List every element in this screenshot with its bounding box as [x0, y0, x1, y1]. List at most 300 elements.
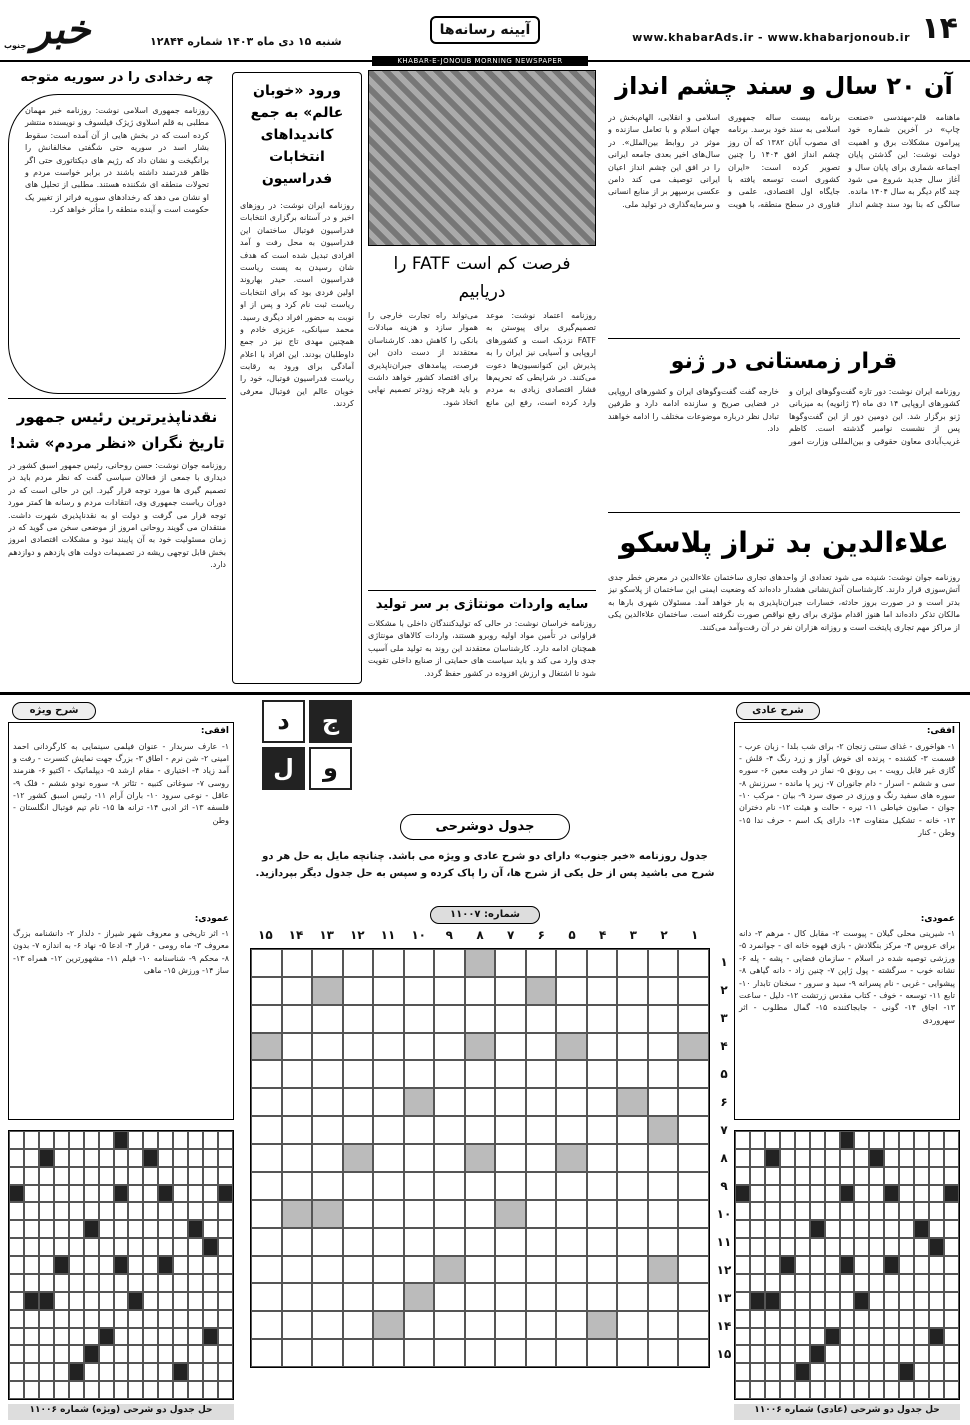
crossword-cell[interactable]: [251, 1228, 282, 1256]
crossword-cell[interactable]: [434, 949, 465, 977]
crossword-cell: [914, 1328, 929, 1346]
crossword-cell[interactable]: [312, 1339, 343, 1367]
crossword-cell[interactable]: [404, 1060, 435, 1088]
crossword-cell[interactable]: [495, 1172, 526, 1200]
crossword-cell: [69, 1292, 84, 1310]
crossword-cell[interactable]: [251, 977, 282, 1005]
fatf-headline: فرصت کم است FATF را دریابیم: [393, 254, 571, 302]
crossword-cell: [128, 1185, 143, 1203]
crossword-cell[interactable]: [617, 1339, 648, 1367]
crossword-cell: [854, 1202, 869, 1220]
crossword-cell[interactable]: [556, 1005, 587, 1033]
main-body: ماهنامه قلم-مهندسی «صنعت چاپ» در آخرین شماره خود پیرامون مشکلات برق و اهمیت دولت نوشت: این گذشتن پایان اجماعه شماری برای پایان سال و آغاز سال جدید شروع می شود چند گام دیگر به سال ۱۴۰۴ مانده. سالگی که بنا بود سند چشم انداز برنامه بیست ساله جمهوری اسلامی به سند خود برسد. برنامه ای مصوب آبان ۱۳۸۲ که آن روز چشم انداز افق ۱۴۰۴ را چنین تصویر کرده است: «ایران کشوری است توسعه یافته با جایگاه اول اقتصادی، علمی و فناوری در سطح منطقه، با هویت اسلامی و انقلابی، الهام‌بخش در جهان اسلام و با تعامل سازنده و موثر در روابط بین‌الملل». در سال‌های اخیر بعدی جامعه ایرانی را در افق این چشم انداز اعیان ایرانی توصیف می کند دامن عکسی برسپهر بر از منابع انسانی و سرمایه‌گذاری در تولید ملی.: [608, 113, 960, 209]
crossword-cell[interactable]: [312, 1088, 343, 1116]
crossword-cell[interactable]: [495, 1060, 526, 1088]
crossword-cell[interactable]: [617, 1228, 648, 1256]
crossword-cell[interactable]: [587, 1116, 618, 1144]
crossword-cell: [780, 1345, 795, 1363]
crossword-cell[interactable]: [678, 1144, 709, 1172]
crossword-cell: [944, 1202, 959, 1220]
crossword-cell: [780, 1202, 795, 1220]
crossword-cell[interactable]: [373, 949, 404, 977]
crossword-cell[interactable]: [587, 977, 618, 1005]
crossword-cell: [24, 1185, 39, 1203]
crossword-cell: [24, 1256, 39, 1274]
crossword-cell[interactable]: [587, 1172, 618, 1200]
crossword-cell[interactable]: [404, 1228, 435, 1256]
crossword-cell: [899, 1345, 914, 1363]
crossword-cell[interactable]: [465, 1283, 496, 1311]
crossword-cell[interactable]: [404, 1033, 435, 1061]
aladdin-body: روزنامه جوان نوشت: شنیده می شود تعدادی از واحدهای تجاری ساختمان علاءالدین در معرض خطر جدی آتش‌سوزی قرار دارند. کارشناسان آتش‌نشانی هشدار داده‌اند که وضعیت ایمنی این ساختمان از پلاسکو نیز بدتر است و در صورت بروز حادثه، خسارات جبران‌ناپذیری به بار خواهد آمد. مسئولان شهری بارها به مالکان تذکر داده‌اند اما هنوز اقدام مؤثری برای رفع نواقص صورت نگرفته است. ساختمان علاءالدین یکی از مراکز مهم تجاری پایتخت است و روزانه هزاران نفر در آن رفت‌وآمد می‌کنند.: [608, 573, 960, 632]
crossword-cell[interactable]: [678, 977, 709, 1005]
crossword-cell[interactable]: [587, 1339, 618, 1367]
crossword-cell[interactable]: [282, 949, 313, 977]
crossword-cell[interactable]: [648, 1200, 679, 1228]
crossword-cell: [810, 1149, 825, 1167]
crossword-cell[interactable]: [495, 1228, 526, 1256]
crossword-cell: [69, 1345, 84, 1363]
crossword-cell[interactable]: [556, 1228, 587, 1256]
crossword-cell[interactable]: [312, 1256, 343, 1284]
crossword-cell[interactable]: [251, 1116, 282, 1144]
crossword-cell[interactable]: [617, 1144, 648, 1172]
crossword-cell[interactable]: [465, 1311, 496, 1339]
crossword-cell[interactable]: [617, 1172, 648, 1200]
crossword-cell[interactable]: [404, 1200, 435, 1228]
crossword-cell[interactable]: [678, 1088, 709, 1116]
crossword-cell[interactable]: [282, 1228, 313, 1256]
crossword-cell[interactable]: [434, 1311, 465, 1339]
crossword-cell[interactable]: [526, 1200, 557, 1228]
crossword-cell[interactable]: [617, 1311, 648, 1339]
crossword-cell: [825, 1131, 840, 1149]
crossword-cell[interactable]: [251, 1200, 282, 1228]
crossword-cell[interactable]: [556, 1172, 587, 1200]
crossword-cell[interactable]: [556, 1311, 587, 1339]
crossword-cell: [9, 1149, 24, 1167]
crossword-cell[interactable]: [495, 1005, 526, 1033]
crossword-cell[interactable]: [648, 977, 679, 1005]
crossword-cell[interactable]: [251, 1088, 282, 1116]
crossword-cell: [780, 1292, 795, 1310]
crossword-cell: [914, 1238, 929, 1256]
crossword-cell[interactable]: [404, 1144, 435, 1172]
crossword-cell: [69, 1310, 84, 1328]
crossword-cell[interactable]: [343, 1283, 374, 1311]
crossword-cell[interactable]: [617, 1033, 648, 1061]
crossword-cell[interactable]: [526, 1311, 557, 1339]
crossword-block: [495, 1200, 526, 1228]
row-number: ۷: [720, 1123, 728, 1137]
crossword-block: [465, 1144, 496, 1172]
crossword-cell[interactable]: [678, 1256, 709, 1284]
row-number: ۵: [720, 1067, 728, 1081]
crossword-cell[interactable]: [526, 1116, 557, 1144]
crossword-cell[interactable]: [526, 1005, 557, 1033]
crossword-cell[interactable]: [343, 1256, 374, 1284]
crossword-cell[interactable]: [678, 1200, 709, 1228]
crossword-cell: [884, 1167, 899, 1185]
crossword-cell[interactable]: [251, 1172, 282, 1200]
crossword-cell[interactable]: [495, 1116, 526, 1144]
crossword-cell[interactable]: [678, 1005, 709, 1033]
crossword-cell: [780, 1363, 795, 1381]
crossword-cell: [795, 1149, 810, 1167]
crossword-block: [944, 1185, 959, 1203]
crossword-cell[interactable]: [648, 1060, 679, 1088]
crossword-cell: [218, 1202, 233, 1220]
crossword-cell[interactable]: [373, 1033, 404, 1061]
crossword-cell[interactable]: [343, 1228, 374, 1256]
crossword-cell: [203, 1274, 218, 1292]
crossword-cell: [840, 1149, 855, 1167]
crossword-cell: [765, 1167, 780, 1185]
crossword-cell[interactable]: [434, 1033, 465, 1061]
crossword-cell[interactable]: [343, 1005, 374, 1033]
crossword-cell: [69, 1131, 84, 1149]
crossword-cell[interactable]: [312, 1311, 343, 1339]
crossword-cell[interactable]: [434, 1144, 465, 1172]
crossword-cell[interactable]: [312, 1033, 343, 1061]
crossword-cell: [173, 1149, 188, 1167]
crossword-cell: [914, 1345, 929, 1363]
crossword-cell[interactable]: [587, 1200, 618, 1228]
crossword-cell[interactable]: [648, 1339, 679, 1367]
crossword-cell: [884, 1220, 899, 1238]
crossword-cell[interactable]: [434, 1116, 465, 1144]
crossword-cell[interactable]: [251, 1060, 282, 1088]
crossword-cell[interactable]: [556, 1088, 587, 1116]
rohani-body: روزنامه جوان نوشت: حسن روحانی، رئیس جمهور اسبق کشور در دیداری با جمعی از فعالان سیاسی گفت که نظر مردم باید در تصمیم گیری ها مورد توجه قرار گیرد. این در حالی است که در دوران ریاست جمهوری وی، انتقادات مردم و رسانه ها کمتر مورد توجه قرار می گرفت و دولت او به نقدناپذیری شهرت داشت. منتقدان می گویند روحانی امروز از موضعی سخن می گوید که در زمان مسئولیت خود به آن پایبند نبود و مشکلات اقتصادی امروز بخش قابل توجهی ریشه در تصمیمات دولت های یازدهم و دوازدهم دارد.: [8, 461, 226, 570]
crossword-cell[interactable]: [282, 1116, 313, 1144]
crossword-cell[interactable]: [373, 1005, 404, 1033]
crossword-cell[interactable]: [343, 1060, 374, 1088]
crossword-cell[interactable]: [678, 1228, 709, 1256]
crossword-cell[interactable]: [465, 1172, 496, 1200]
crossword-cell[interactable]: [556, 1256, 587, 1284]
crossword-cell: [899, 1220, 914, 1238]
crossword-cell[interactable]: [495, 1283, 526, 1311]
crossword-cell[interactable]: [434, 1339, 465, 1367]
crossword-cell[interactable]: [648, 1088, 679, 1116]
crossword-cell[interactable]: [404, 949, 435, 977]
crossword-cell[interactable]: [373, 1172, 404, 1200]
crossword-cell: [69, 1167, 84, 1185]
crossword-cell: [884, 1292, 899, 1310]
crossword-cell[interactable]: [373, 1283, 404, 1311]
crossword-cell: [795, 1185, 810, 1203]
crossword-cell: [929, 1345, 944, 1363]
crossword-cell[interactable]: [587, 1256, 618, 1284]
crossword-cell[interactable]: [678, 1172, 709, 1200]
crossword-cell[interactable]: [343, 1172, 374, 1200]
crossword-cell[interactable]: [678, 949, 709, 977]
crossword-cell: [944, 1238, 959, 1256]
crossword-cell[interactable]: [373, 1200, 404, 1228]
crossword-cell[interactable]: [373, 977, 404, 1005]
crossword-cell[interactable]: [556, 949, 587, 977]
crossword-cell[interactable]: [678, 1339, 709, 1367]
crossword-cell[interactable]: [617, 1283, 648, 1311]
crossword-cell: [825, 1310, 840, 1328]
sports-body: روزنامه ایران نوشت: در روزهای اخیر و در آستانه برگزاری انتخابات فدراسیون فوتبال ساختمان این فدراسیون به محل رفت و آمد افرادی تبدیل شده است که هدف شان رسیدن به پست ریاست فدراسیون است. حیدر بهاروند اولین فردی بود که برای انتخابات ریاست ثبت نام کرد و پس از او نوبت به حضور افراد دیگری رسید. محمد سیانکی، عزیزی خادم و همچنین مهدی تاج نیز در جمع داوطلبان بودند. این افراد با اعلام آمادگی برای ورود به رقابت ریاست فدراسیون فوتبال، خود را خوبان عالم این فوتبال معرفی کردند.: [240, 201, 354, 409]
crossword-cell[interactable]: [282, 1311, 313, 1339]
crossword-cell[interactable]: [648, 1283, 679, 1311]
crossword-cell: [24, 1381, 39, 1399]
crossword-cell[interactable]: [434, 1200, 465, 1228]
crossword-cell[interactable]: [251, 1256, 282, 1284]
crossword-cell[interactable]: [465, 1228, 496, 1256]
crossword-cell: [143, 1328, 158, 1346]
crossword-cell[interactable]: [465, 1088, 496, 1116]
crossword-cell[interactable]: [526, 1060, 557, 1088]
crossword-cell[interactable]: [587, 1005, 618, 1033]
crossword-cell: [99, 1131, 114, 1149]
crossword-cell: [188, 1292, 203, 1310]
crossword-cell[interactable]: [678, 1116, 709, 1144]
crossword-cell[interactable]: [251, 1311, 282, 1339]
crossword-cell[interactable]: [587, 1144, 618, 1172]
crossword-cell[interactable]: [404, 1339, 435, 1367]
crossword-cell: [114, 1363, 129, 1381]
crossword-cell[interactable]: [617, 1200, 648, 1228]
crossword-grid[interactable]: [250, 948, 710, 1368]
crossword-cell: [218, 1256, 233, 1274]
crossword-cell[interactable]: [556, 1283, 587, 1311]
column-number: ۱۲: [349, 928, 365, 942]
crossword-cell[interactable]: [526, 949, 557, 977]
crossword-cell[interactable]: [343, 1311, 374, 1339]
crossword-cell: [929, 1202, 944, 1220]
crossword-cell: [869, 1256, 884, 1274]
crossword-cell: [795, 1345, 810, 1363]
crossword-cell[interactable]: [495, 949, 526, 977]
crossword-cell[interactable]: [343, 1088, 374, 1116]
crossword-cell[interactable]: [282, 1339, 313, 1367]
crossword-cell: [84, 1274, 99, 1292]
crossword-cell[interactable]: [251, 1339, 282, 1367]
crossword-cell: [128, 1149, 143, 1167]
crossword-cell: [869, 1167, 884, 1185]
crossword-cell[interactable]: [312, 949, 343, 977]
crossword-cell[interactable]: [251, 1144, 282, 1172]
crossword-cell[interactable]: [251, 1005, 282, 1033]
crossword-cell[interactable]: [373, 1339, 404, 1367]
crossword-block: [9, 1185, 24, 1203]
crossword-cell[interactable]: [465, 1256, 496, 1284]
crossword-cell[interactable]: [465, 1200, 496, 1228]
crossword-cell[interactable]: [282, 1283, 313, 1311]
crossword-cell[interactable]: [282, 1256, 313, 1284]
column-number: ۴: [598, 928, 607, 942]
column-numbers: [250, 926, 710, 944]
crossword-cell[interactable]: [556, 1060, 587, 1088]
crossword-cell: [899, 1310, 914, 1328]
crossword-cell[interactable]: [556, 977, 587, 1005]
crossword-cell[interactable]: [495, 1088, 526, 1116]
crossword-cell[interactable]: [617, 1116, 648, 1144]
crossword-cell[interactable]: [587, 1283, 618, 1311]
crossword-cell[interactable]: [526, 1228, 557, 1256]
crossword-cell[interactable]: [495, 1144, 526, 1172]
crossword-cell: [854, 1363, 869, 1381]
crossword-cell: [944, 1292, 959, 1310]
crossword-cell: [884, 1381, 899, 1399]
crossword-cell[interactable]: [648, 1228, 679, 1256]
crossword-cell[interactable]: [312, 1116, 343, 1144]
crossword-cell[interactable]: [526, 1144, 557, 1172]
crossword-cell[interactable]: [587, 949, 618, 977]
crossword-cell[interactable]: [404, 1256, 435, 1284]
crossword-cell: [765, 1256, 780, 1274]
crossword-cell: [750, 1202, 765, 1220]
crossword-cell: [84, 1256, 99, 1274]
crossword-cell[interactable]: [495, 1339, 526, 1367]
crossword-cell: [158, 1202, 173, 1220]
crossword-cell[interactable]: [312, 1144, 343, 1172]
normal-across-clues: ۱- هواخوری - غذای سنتی زنجان ۲- برای شب بلدا - زبان عرب - قسمت ۳- کشنده - پرنده ای خوش آواز و زرد رنگ ۴- قلش - گازی غیر قابل رویت - بی رونق ۵- نماز در وقت معین ۶- سوره سی و ششم - اسرار - دام جانوران ۷- زیر پا مانده - سرزنش ۸- سوره های سفید رنگ و ورزی در صوی سرد ۹- بیان - مرکب ۱۰- جوان - صابون خیاطی ۱۱- تیره - حالت و هیئت ۱۲- نام دختران ۱۳- خانه - تشکیل متفاوت ۱۴- دارای یک اسم - حرف ندا ۱۵- وطن - کنار: [739, 741, 956, 838]
crossword-cell[interactable]: [282, 977, 313, 1005]
crossword-cell[interactable]: [434, 1283, 465, 1311]
crossword-cell[interactable]: [312, 1172, 343, 1200]
crossword-cell: [825, 1345, 840, 1363]
crossword-cell[interactable]: [617, 1005, 648, 1033]
crossword-cell[interactable]: [404, 1116, 435, 1144]
crossword-cell: [203, 1292, 218, 1310]
crossword-cell[interactable]: [465, 1060, 496, 1088]
crossword-cell[interactable]: [312, 1228, 343, 1256]
crossword-cell[interactable]: [648, 1005, 679, 1033]
crossword-cell: [840, 1381, 855, 1399]
crossword-cell[interactable]: [373, 1256, 404, 1284]
crossword-cell[interactable]: [373, 1060, 404, 1088]
crossword-cell: [188, 1149, 203, 1167]
site-urls[interactable]: www.khabarAds.ir - www.khabarjonoub.ir: [632, 31, 910, 44]
crossword-cell[interactable]: [556, 1116, 587, 1144]
crossword-cell[interactable]: [678, 1283, 709, 1311]
crossword-cell[interactable]: [251, 949, 282, 977]
crossword-cell[interactable]: [526, 1283, 557, 1311]
crossword-cell[interactable]: [526, 1339, 557, 1367]
crossword-cell[interactable]: [465, 1339, 496, 1367]
crossword-cell[interactable]: [495, 1033, 526, 1061]
crossword-cell[interactable]: [434, 1005, 465, 1033]
crossword-cell[interactable]: [434, 977, 465, 1005]
crossword-cell[interactable]: [343, 1116, 374, 1144]
crossword-cell[interactable]: [495, 977, 526, 1005]
crossword-cell[interactable]: [434, 1172, 465, 1200]
crossword-cell[interactable]: [648, 949, 679, 977]
crossword-cell[interactable]: [617, 1256, 648, 1284]
crossword-cell[interactable]: [587, 1228, 618, 1256]
crossword-cell[interactable]: [282, 1060, 313, 1088]
crossword-cell: [735, 1220, 750, 1238]
crossword-cell: [9, 1292, 24, 1310]
crossword-block: [251, 1033, 282, 1061]
crossword-cell[interactable]: [678, 1060, 709, 1088]
crossword-cell[interactable]: [587, 1060, 618, 1088]
crossword-cell[interactable]: [526, 1172, 557, 1200]
crossword-cell[interactable]: [373, 1144, 404, 1172]
crossword-cell[interactable]: [282, 1172, 313, 1200]
crossword-block: [556, 1033, 587, 1061]
crossword-cell[interactable]: [617, 1060, 648, 1088]
crossword-cell[interactable]: [495, 1311, 526, 1339]
crossword-cell[interactable]: [617, 949, 648, 977]
crossword-cell[interactable]: [373, 1228, 404, 1256]
crossword-cell[interactable]: [251, 1283, 282, 1311]
crossword-cell[interactable]: [556, 1200, 587, 1228]
crossword-cell[interactable]: [312, 1283, 343, 1311]
crossword-cell[interactable]: [434, 1228, 465, 1256]
crossword-cell[interactable]: [312, 1005, 343, 1033]
crossword-cell[interactable]: [526, 1033, 557, 1061]
crossword-cell[interactable]: [434, 1088, 465, 1116]
crossword-cell[interactable]: [373, 1116, 404, 1144]
crossword-cell[interactable]: [526, 1088, 557, 1116]
column-number: ۸: [476, 928, 484, 942]
crossword-cell[interactable]: [648, 1172, 679, 1200]
crossword-cell[interactable]: [404, 1311, 435, 1339]
crossword-cell[interactable]: [465, 1116, 496, 1144]
crossword-cell[interactable]: [282, 1144, 313, 1172]
crossword-cell[interactable]: [678, 1311, 709, 1339]
crossword-cell[interactable]: [282, 1005, 313, 1033]
crossword-cell[interactable]: [617, 977, 648, 1005]
crossword-cell: [54, 1202, 69, 1220]
crossword-cell[interactable]: [495, 1256, 526, 1284]
crossword-cell: [884, 1328, 899, 1346]
crossword-cell[interactable]: [587, 1088, 618, 1116]
crossword-cell[interactable]: [556, 1339, 587, 1367]
crossword-cell[interactable]: [526, 1256, 557, 1284]
crossword-cell[interactable]: [404, 1172, 435, 1200]
crossword-cell[interactable]: [648, 1144, 679, 1172]
crossword-cell[interactable]: [282, 1033, 313, 1061]
crossword-cell: [203, 1167, 218, 1185]
crossword-cell[interactable]: [404, 977, 435, 1005]
crossword-cell: [795, 1310, 810, 1328]
crossword-cell[interactable]: [404, 1005, 435, 1033]
crossword-cell[interactable]: [373, 1088, 404, 1116]
crossword-cell: [825, 1202, 840, 1220]
crossword-cell: [929, 1167, 944, 1185]
crossword-cell[interactable]: [343, 1339, 374, 1367]
crossword-cell: [69, 1185, 84, 1203]
crossword-cell: [39, 1185, 54, 1203]
crossword-cell: [39, 1363, 54, 1381]
crossword-cell: [899, 1167, 914, 1185]
crossword-cell[interactable]: [648, 1033, 679, 1061]
crossword-cell[interactable]: [465, 977, 496, 1005]
crossword-cell[interactable]: [343, 949, 374, 977]
crossword-cell[interactable]: [343, 1033, 374, 1061]
crossword-cell[interactable]: [282, 1088, 313, 1116]
crossword-cell[interactable]: [587, 1033, 618, 1061]
crossword-cell: [158, 1167, 173, 1185]
crossword-block: [854, 1292, 869, 1310]
crossword-cell[interactable]: [343, 977, 374, 1005]
crossword-cell[interactable]: [434, 1060, 465, 1088]
crossword-block: [929, 1238, 944, 1256]
crossword-cell[interactable]: [465, 1005, 496, 1033]
crossword-cell[interactable]: [648, 1311, 679, 1339]
crossword-cell: [69, 1328, 84, 1346]
crossword-cell[interactable]: [343, 1200, 374, 1228]
crossword-cell: [84, 1202, 99, 1220]
crossword-cell[interactable]: [312, 1060, 343, 1088]
